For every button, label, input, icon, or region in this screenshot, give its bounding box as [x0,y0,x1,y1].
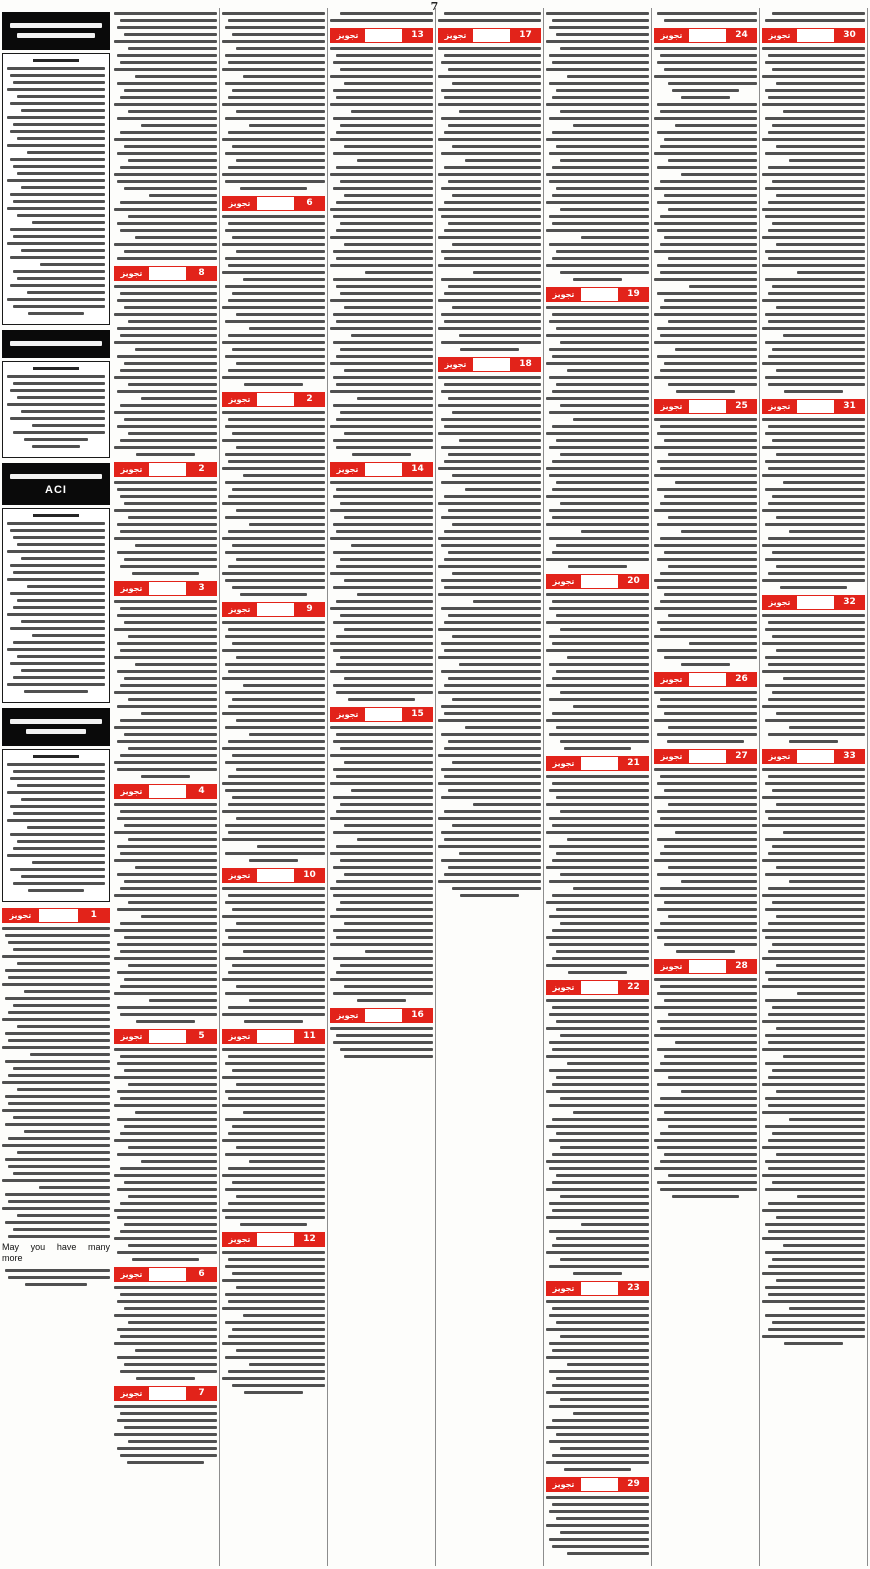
badge-gap [689,28,726,43]
aci-label: ACI [45,484,67,496]
badge-tag: تجویز [654,399,689,414]
badge-gap [149,581,186,596]
badge-gap [149,1386,186,1401]
badge-26[interactable] [654,672,757,687]
badge-number: 6 [294,196,325,211]
badge-gap [39,908,78,923]
badge-gap [689,749,726,764]
badge-tag: تجویز [222,1029,257,1044]
badge-number: 8 [186,266,217,281]
notice-aci-shujaabad-2 [2,749,110,902]
badge-tag: تجویز [546,1477,581,1492]
badge-28[interactable] [654,959,757,974]
badge-tag: تجویز [222,392,257,407]
column-7 [652,8,760,1566]
badge-number: 30 [834,28,865,43]
badge-9[interactable] [222,602,325,617]
badge-gap [689,399,726,414]
badge-number: 16 [402,1008,433,1023]
badge-18[interactable] [438,357,541,372]
badge-number: 32 [834,595,865,610]
badge-gap [365,462,402,477]
badge-gap [365,1008,402,1023]
badge-20[interactable] [546,574,649,589]
badge-gap [797,595,834,610]
badge-number: 2 [294,392,325,407]
badge-tag: تجویز [330,707,365,722]
badge-number: 31 [834,399,865,414]
column-3 [220,8,328,1566]
badge-number: 13 [402,28,433,43]
badge-tag: تجویز [654,749,689,764]
badge-2[interactable] [114,462,217,477]
header-line [10,719,102,724]
badge-gap [581,980,618,995]
header-line [26,729,86,734]
badge-tag: تجویز [114,1029,149,1044]
badge-12[interactable] [222,1232,325,1247]
badge-gap [581,574,618,589]
badge-number: 12 [294,1232,325,1247]
badge-7[interactable] [114,1386,217,1401]
badge-gap [797,749,834,764]
notice-caption [33,59,78,62]
badge-gap [473,357,510,372]
badge-gap [149,1029,186,1044]
badge-number: 10 [294,868,325,883]
badge-number: 4 [186,784,217,799]
badge-29[interactable] [546,1477,649,1492]
badge-tag: تجویز [114,1386,149,1401]
header-late-registration [2,330,110,358]
badge-number: 17 [510,28,541,43]
badge-tag: تجویز [330,462,365,477]
english-greeting-line: May you have many more [2,1242,110,1264]
badge-4[interactable] [114,784,217,799]
badge-number: 27 [726,749,757,764]
notice-caption [33,514,78,517]
badge-gap [257,602,294,617]
badge-gap [149,1267,186,1282]
column-4 [328,8,436,1566]
notice-late-birth-registration [2,361,110,458]
badge-32[interactable] [762,595,865,610]
badge-tag: تجویز [114,784,149,799]
court-header-bilal [2,12,110,50]
badge-gap [365,28,402,43]
column-8-leftmost [760,8,868,1566]
badge-number: 14 [402,462,433,477]
header-tehsildar-aci-shujaabad-2 [2,708,110,746]
badge-tag: تجویز [762,595,797,610]
badge-number: 28 [726,959,757,974]
badge-number: 24 [726,28,757,43]
badge-gap [149,784,186,799]
badge-number: 20 [618,574,649,589]
badge-30[interactable] [762,28,865,43]
column-1-rightmost [0,8,112,1566]
badge-number: 25 [726,399,757,414]
badge-tag: تجویز [222,602,257,617]
badge-19[interactable] [546,287,649,302]
badge-5[interactable] [114,1029,217,1044]
badge-tag: تجویز [114,266,149,281]
badge-tag: تجویز [438,357,473,372]
badge-tag: تجویز [114,581,149,596]
notice-caption [33,367,78,370]
badge-number: 26 [726,672,757,687]
badge-gap [473,28,510,43]
badge-2b[interactable] [222,392,325,407]
badge-gap [365,707,402,722]
badge-27[interactable] [654,749,757,764]
badge-tag: تجویز [330,1008,365,1023]
badge-number: 22 [618,980,649,995]
badge-6b[interactable] [222,196,325,211]
badge-number: 3 [186,581,217,596]
badge-tag: تجویز [114,462,149,477]
badge-15[interactable] [330,707,433,722]
badge-tag: تجویز [762,749,797,764]
badge-24[interactable] [654,28,757,43]
badge-tag: تجویز [546,980,581,995]
badge-number: 18 [510,357,541,372]
badge-tag: تجویز [2,908,39,923]
badge-gap [149,266,186,281]
column-6 [544,8,652,1566]
header-line [10,474,102,479]
badge-8[interactable] [114,266,217,281]
badge-number: 6 [186,1267,217,1282]
badge-number: 21 [618,756,649,771]
badge-13[interactable] [330,28,433,43]
badge-16[interactable] [330,1008,433,1023]
badge-25[interactable] [654,399,757,414]
column-grid [0,8,870,1566]
badge-number: 1 [78,908,110,923]
badge-number: 5 [186,1029,217,1044]
badge-gap [689,672,726,687]
badge-gap [581,1477,618,1492]
article-marriage-anniversary [2,927,110,1286]
header-line [10,23,102,28]
badge-tag: تجویز [222,1232,257,1247]
badge-tag: تجویز [654,672,689,687]
badge-33[interactable] [762,749,865,764]
badge-17[interactable] [438,28,541,43]
badge-gap [257,1029,294,1044]
column-5 [436,8,544,1566]
badge-gap [797,28,834,43]
badge-tag: تجویز [546,574,581,589]
badge-number: 19 [618,287,649,302]
badge-22[interactable] [546,980,649,995]
badge-tag: تجویز [546,287,581,302]
badge-21[interactable] [546,756,649,771]
badge-tag: تجویز [222,868,257,883]
notice-sadiqabad-land [2,53,110,325]
badge-number: 23 [618,1281,649,1296]
badge-number: 29 [618,1477,649,1492]
badge-tag: تجویز [546,756,581,771]
header-tehsildar-aci-shujaabad [2,463,110,505]
page-folio: 7 [430,0,440,13]
badge-6[interactable] [114,1267,217,1282]
header-line [17,33,95,38]
badge-gap [581,1281,618,1296]
badge-number: 7 [186,1386,217,1401]
badge-gap [797,399,834,414]
badge-gap [257,392,294,407]
badge-tag: تجویز [330,28,365,43]
badge-tag: تجویز [762,28,797,43]
badge-gap [257,868,294,883]
badge-31[interactable] [762,399,865,414]
notice-aci-shujaabad-1 [2,508,110,703]
badge-tag: تجویز [654,959,689,974]
badge-3[interactable] [114,581,217,596]
badge-tag: تجویز [546,1281,581,1296]
badge-number: 15 [402,707,433,722]
badge-gap [581,756,618,771]
badge-number: 2 [186,462,217,477]
notice-caption [33,755,78,758]
badge-tag: تجویز [114,1267,149,1282]
badge-tag: تجویز [222,196,257,211]
badge-tag: تجویز [438,28,473,43]
badge-gap [581,287,618,302]
badge-23[interactable] [546,1281,649,1296]
badge-number: 11 [294,1029,325,1044]
badge-11[interactable] [222,1029,325,1044]
badge-tag: تجویز [654,28,689,43]
badge-tag: تجویز [762,399,797,414]
badge-10[interactable] [222,868,325,883]
badge-1[interactable] [2,908,110,923]
badge-14[interactable] [330,462,433,477]
badge-number: 33 [834,749,865,764]
column-2 [112,8,220,1566]
badge-gap [257,1232,294,1247]
badge-gap [257,196,294,211]
header-line [10,341,102,346]
badge-gap [149,462,186,477]
badge-gap [689,959,726,974]
badge-number: 9 [294,602,325,617]
